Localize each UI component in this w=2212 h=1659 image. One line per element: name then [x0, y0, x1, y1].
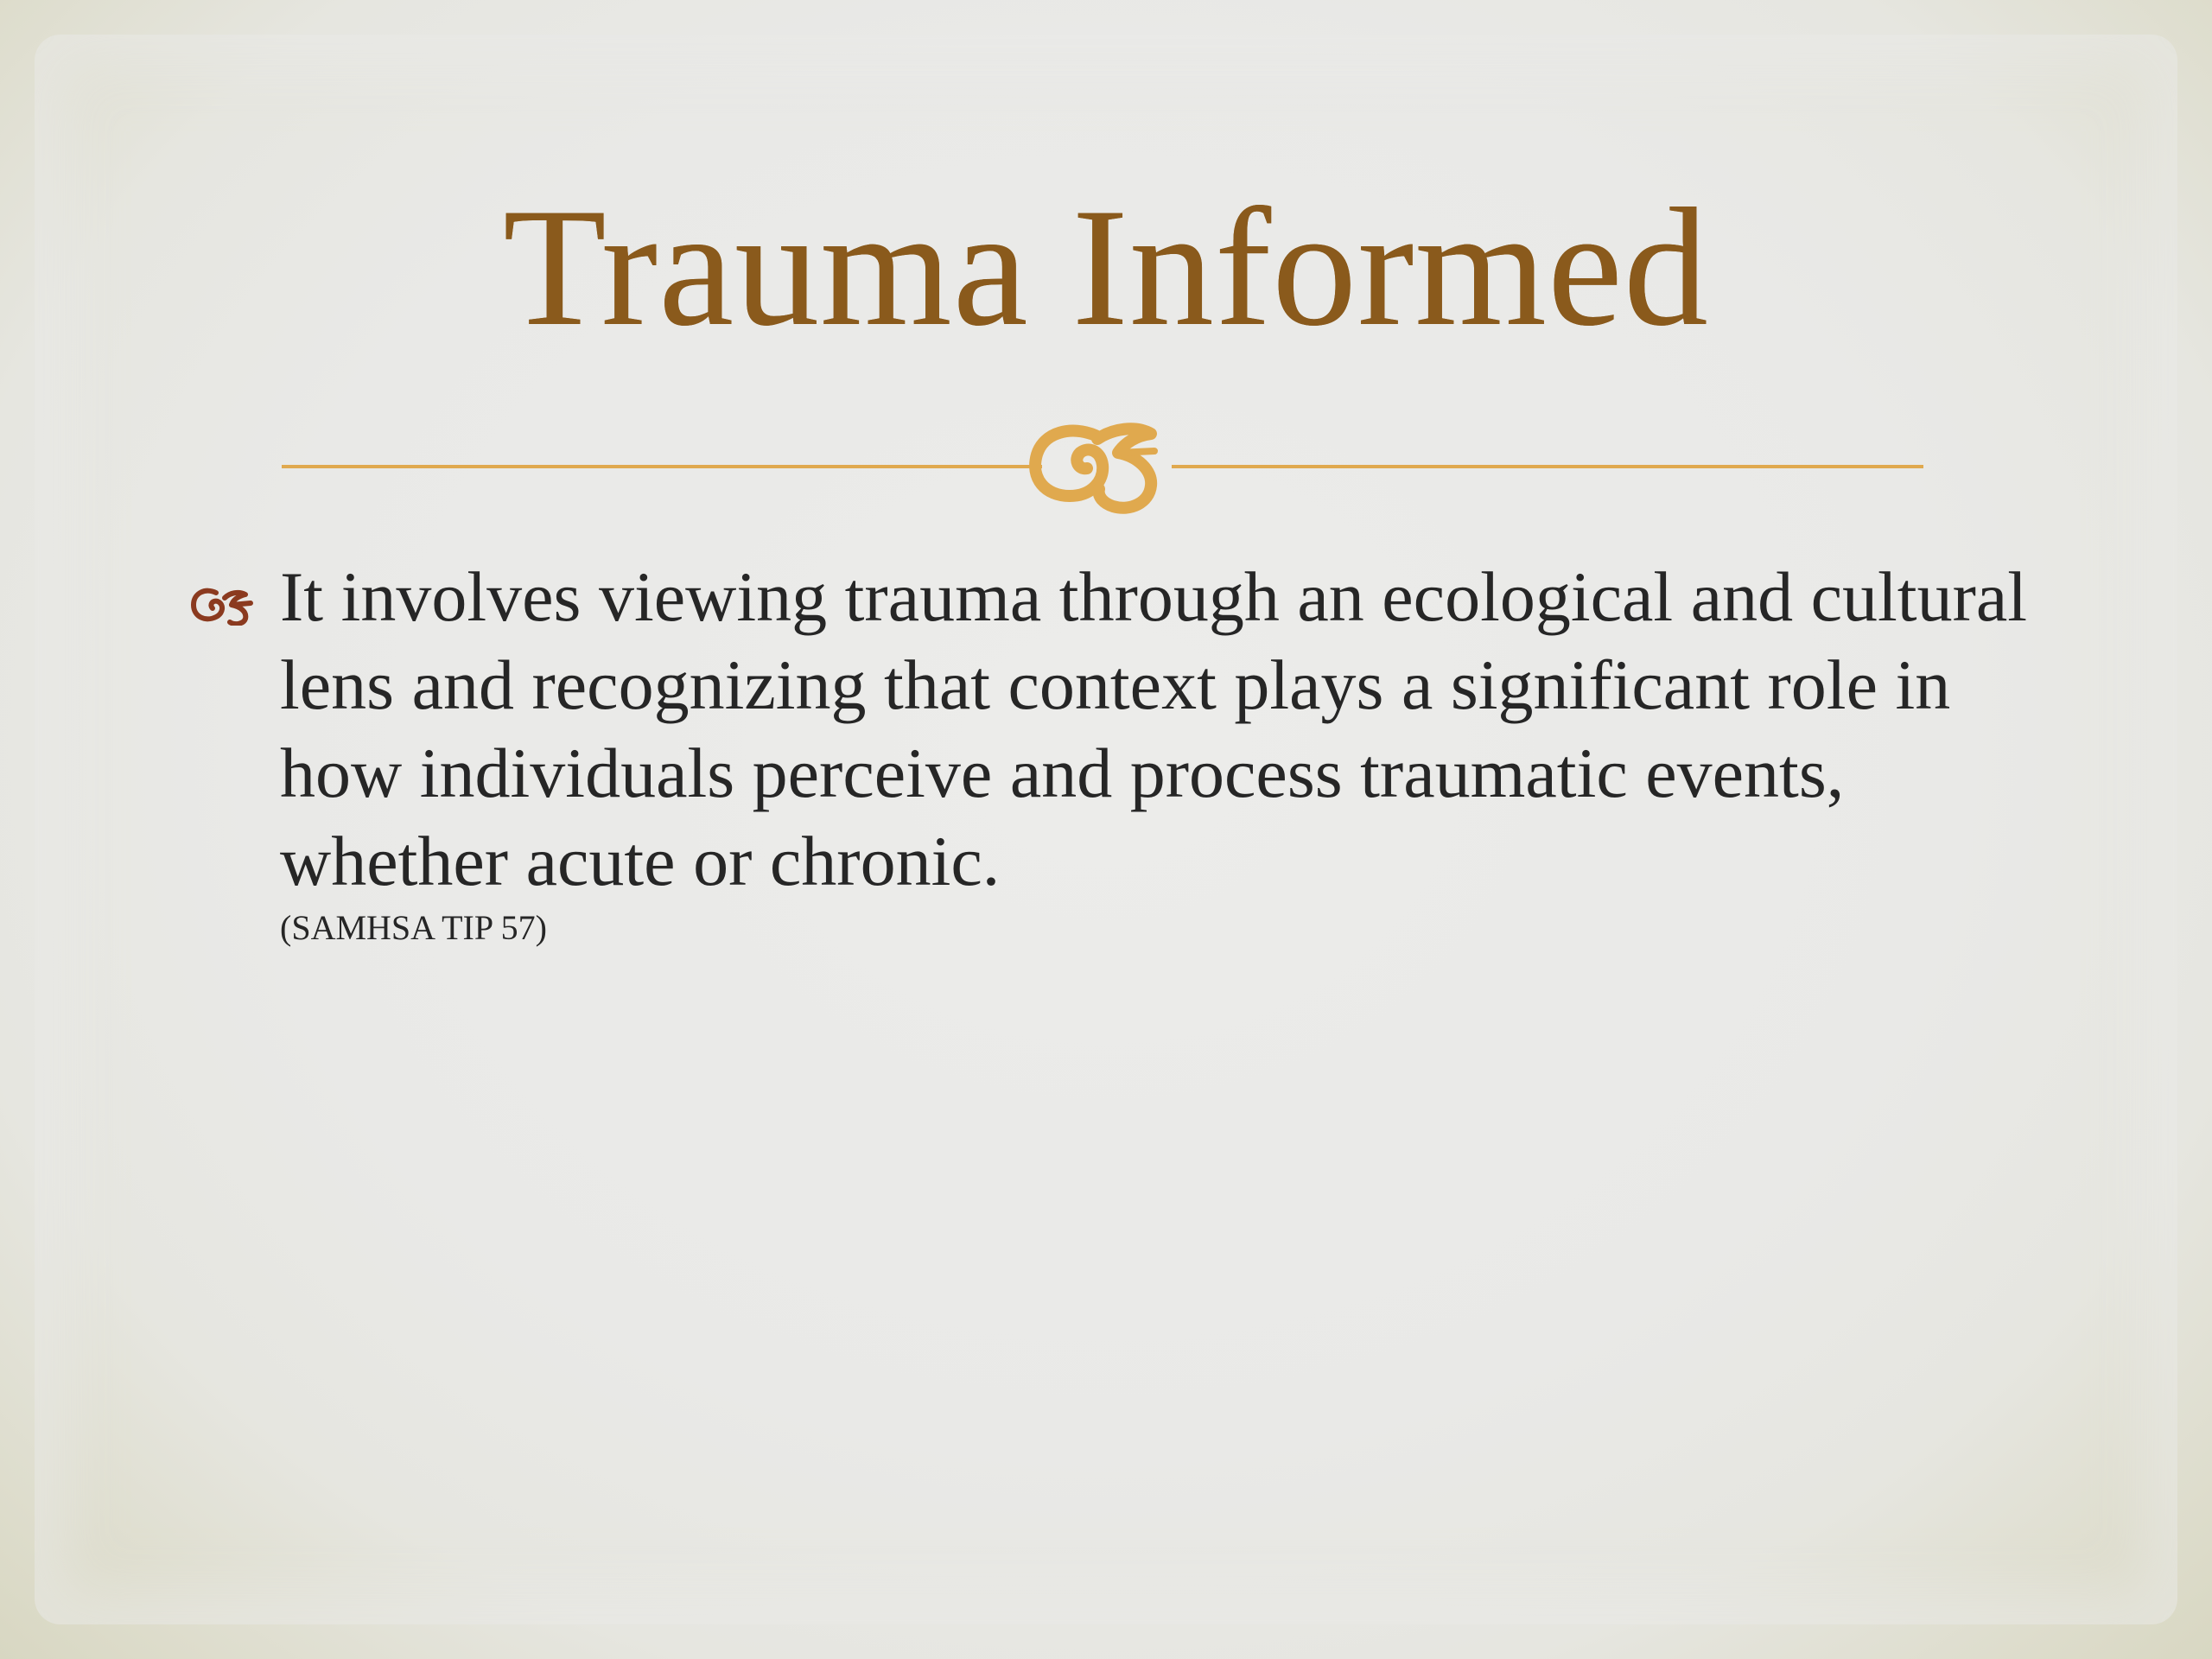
slide-title: Trauma Informed: [0, 164, 2212, 372]
list-item: [190, 553, 2039, 952]
flourish-bullet-icon: [190, 582, 263, 626]
title-divider: [282, 406, 1923, 527]
flourish-icon: [1035, 429, 1154, 507]
bullet-text: It involves viewing trauma through an ecological and cultural lens and recognizing that context plays a significant role in how individuals perceive and process traumatic events, whether acute or chronic.: [280, 557, 2028, 900]
citation: (SAMHSA TIP 57): [280, 908, 547, 947]
bullet-list: [190, 553, 2039, 952]
